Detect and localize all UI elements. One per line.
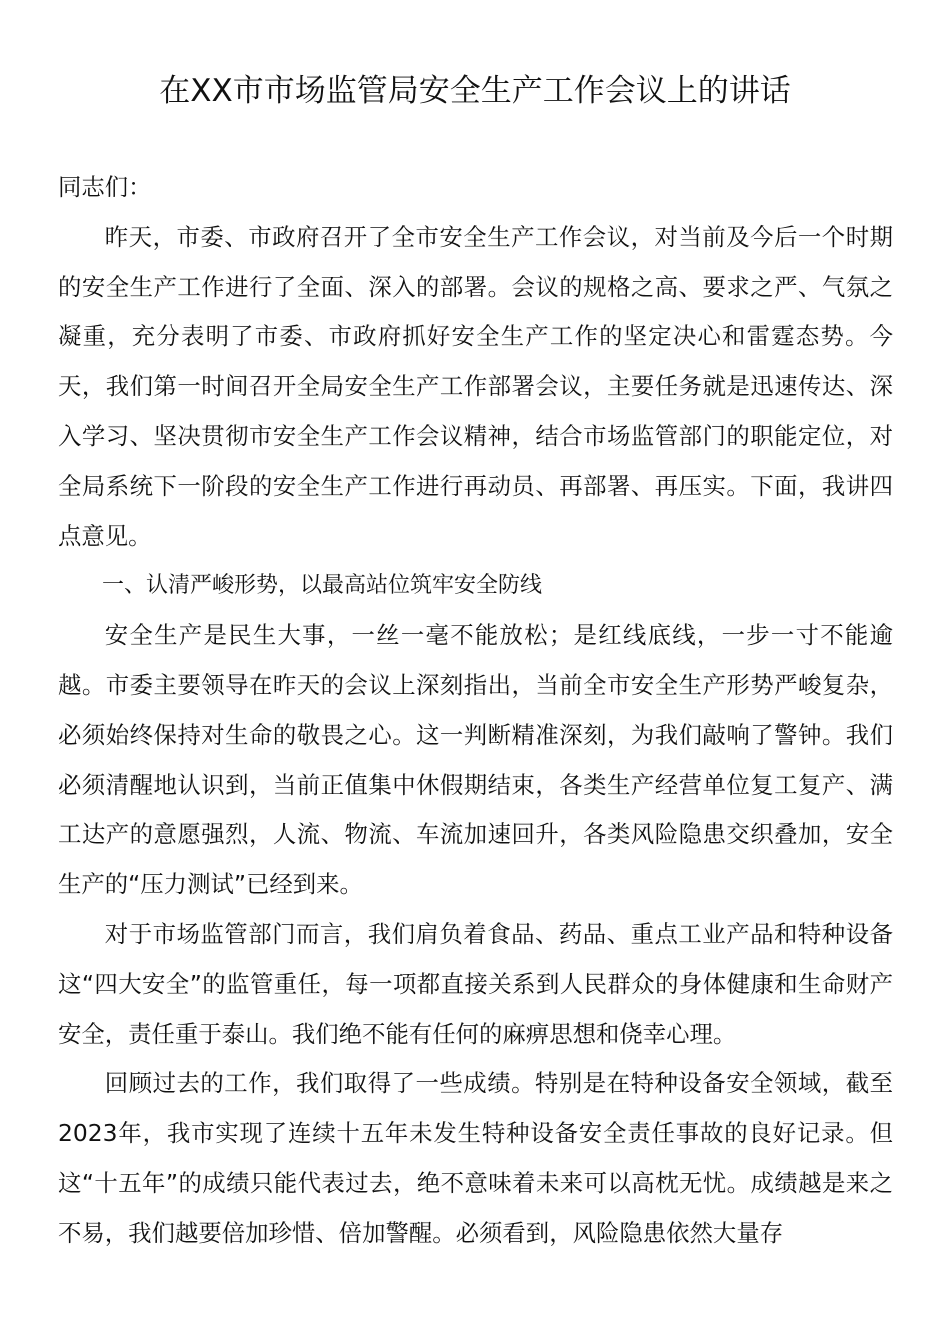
section1-paragraph-2: 对于市场监管部门而言，我们肩负着食品、药品、重点工业产品和特种设备这“四大安全”的监管重任，每一项都直接关系到人民群众的身体健康和生命财产安全，责任重于泰山。我们绝不能有任何的麻痹思想和侥幸心理。 <box>58 919 893 1048</box>
section1-paragraph-1: 安全生产是民生大事，一丝一毫不能放松；是红线底线，一步一寸不能逾越。市委主要领导在昨天的会议上深刻指出，当前全市安全生产形势严峻复杂，必须始终保持对生命的敬畏之心。这一判断精准深刻，为我们敲响了警钟。我们必须清醒地认识到，当前正值集中休假期结束，各类生产经营单位复工复产、满工达产的意愿强烈，人流、物流、车流加速回升，各类风险隐患交织叠加，安全生产的“压力测试”已经到来。 <box>58 621 893 899</box>
section1-paragraph-3: 回顾过去的工作，我们取得了一些成绩。特别是在特种设备安全领域，截至2023年，我市实现了连续十五年未发生特种设备安全责任事故的良好记录。但这“十五年”的成绩只能代表过去，绝不意味着未来可以高枕无忧。成绩越是来之不易，我们越要倍加珍惜、倍加警醒。必须看到，风险隐患依然大量存 <box>58 1069 893 1247</box>
salutation: 同志们： <box>58 173 152 201</box>
document-title: 在XX市市场监管局安全生产工作会议上的讲话 <box>159 73 791 109</box>
intro-paragraph: 昨天，市委、市政府召开了全市安全生产工作会议，对当前及今后一个时期的安全生产工作进行了全面、深入的部署。会议的规格之高、要求之严、气氛之凝重，充分表明了市委、市政府抓好安全生产工作的坚定决心和雷霆态势。今天，我们第一时间召开全局安全生产工作部署会议，主要任务就是迅速传达、深入学习、坚决贯彻市安全生产工作会议精神，结合市场监管部门的职能定位，对全局系统下一阶段的安全生产工作进行再动员、再部署、再压实。下面，我讲四点意见。 <box>58 222 893 550</box>
document-body <box>58 163 893 1259</box>
section-heading-1: 一、认清严峻形势，以最高站位筑牢安全防线 <box>102 573 543 599</box>
